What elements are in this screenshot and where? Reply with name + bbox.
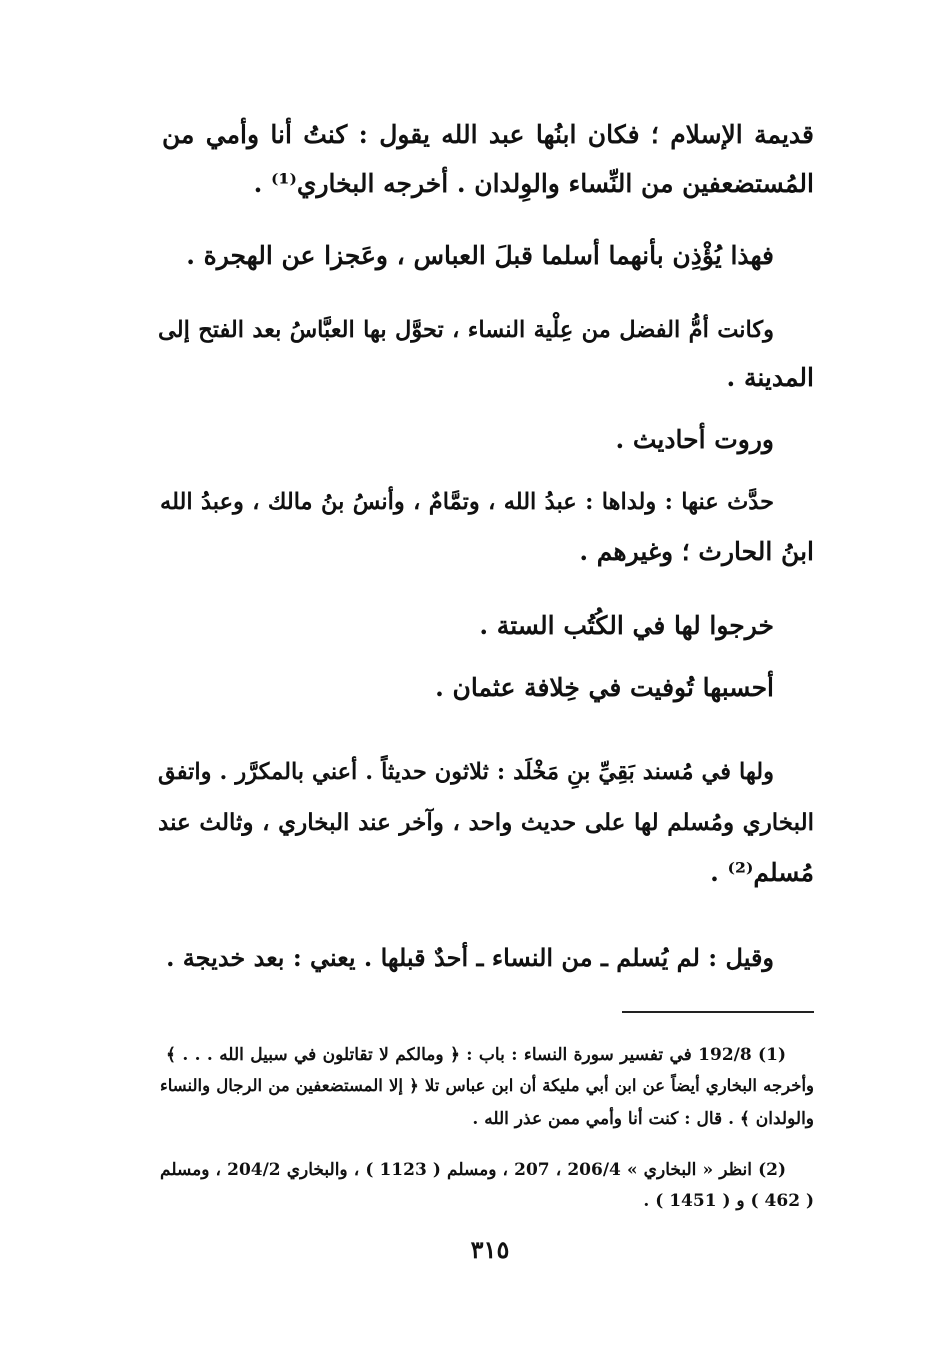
paragraph-7-line-1: أحسبها تُوفيت في خِلافة عثمان . bbox=[435, 673, 774, 702]
paragraph-3-line-2: المدينة . bbox=[726, 363, 814, 392]
footnote-1-line-1: (1) 192/8 في تفسير سورة النساء : باب : ﴿ ومالكم لا تقاتلون في سبيل الله . . . ﴾ bbox=[166, 1045, 786, 1065]
footnote-2-line-1: (2) انظر « البخاري » 206/4 ، 207 ، ومسلم ( 1123 ) ، والبخاري 204/2 ، ومسلم bbox=[160, 1160, 786, 1180]
paragraph-8-line-2: البخاري ومُسلم لها على حديث واحد ، وآخر عند البخاري ، وثالث عند bbox=[158, 809, 814, 836]
paragraph-5-line-2: ابنُ الحارث ؛ وغيرهم . bbox=[579, 537, 814, 566]
footnote-1-line-2: وأخرجه البخاري أيضاً عن ابن أبي مليكة أن ابن عباس تلا ﴿ إلا المستضعفين من الرجال والنساء bbox=[160, 1076, 814, 1095]
paragraph-6-line-1: خرجوا لها في الكُتُب الستة . bbox=[479, 611, 774, 640]
footnote-separator-rule bbox=[622, 1011, 814, 1013]
paragraph-8-line-1: ولها في مُسند بَقِيِّ بنِ مَخْلَد : ثلاثون حديثاً . أعني بالمكرَّر . واتفق bbox=[158, 759, 774, 785]
page-number: ٣١٥ bbox=[470, 1235, 510, 1264]
paragraph-2-line-1: فهذا يُؤْذِن بأنهما أسلما قبلَ العباس ، وعَجزا عن الهجرة . bbox=[186, 241, 774, 270]
paragraph-4-line-1: وروت أحاديث . bbox=[615, 425, 774, 454]
paragraph-1-line-1: قديمة الإسلام ؛ فكان ابنُها عبد الله يقول : كنتُ أنا وأمي من bbox=[162, 120, 814, 149]
footnote-2-line-2: ( 462 ) و ( 1451 ) . bbox=[643, 1191, 814, 1211]
paragraph-5-line-1: حدَّث عنها : ولداها : عبدُ الله ، وتمَّامٌ ، وأنسُ بنُ مالك ، وعبدُ الله bbox=[160, 489, 774, 515]
paragraph-1-line-2: المُستضعفين من النِّساء والوِلدان . أخرجه البخاري⁽¹⁾ . bbox=[253, 169, 814, 198]
paragraph-8-line-3: مُسلم⁽²⁾ . bbox=[710, 858, 814, 887]
paragraph-9-line-1: وقيل : لم يُسلم ـ من النساء ـ أحدٌ قبلها . يعني : بعد خديجة . bbox=[166, 943, 774, 972]
paragraph-3-line-1: وكانت أمُّ الفضل من عِلْية النساء ، تحوَّل بها العبَّاسُ بعد الفتح إلى bbox=[158, 317, 774, 343]
footnote-1-line-3: والولدان ﴾ . قال : كنت أنا وأمي ممن عذر الله . bbox=[472, 1109, 814, 1129]
